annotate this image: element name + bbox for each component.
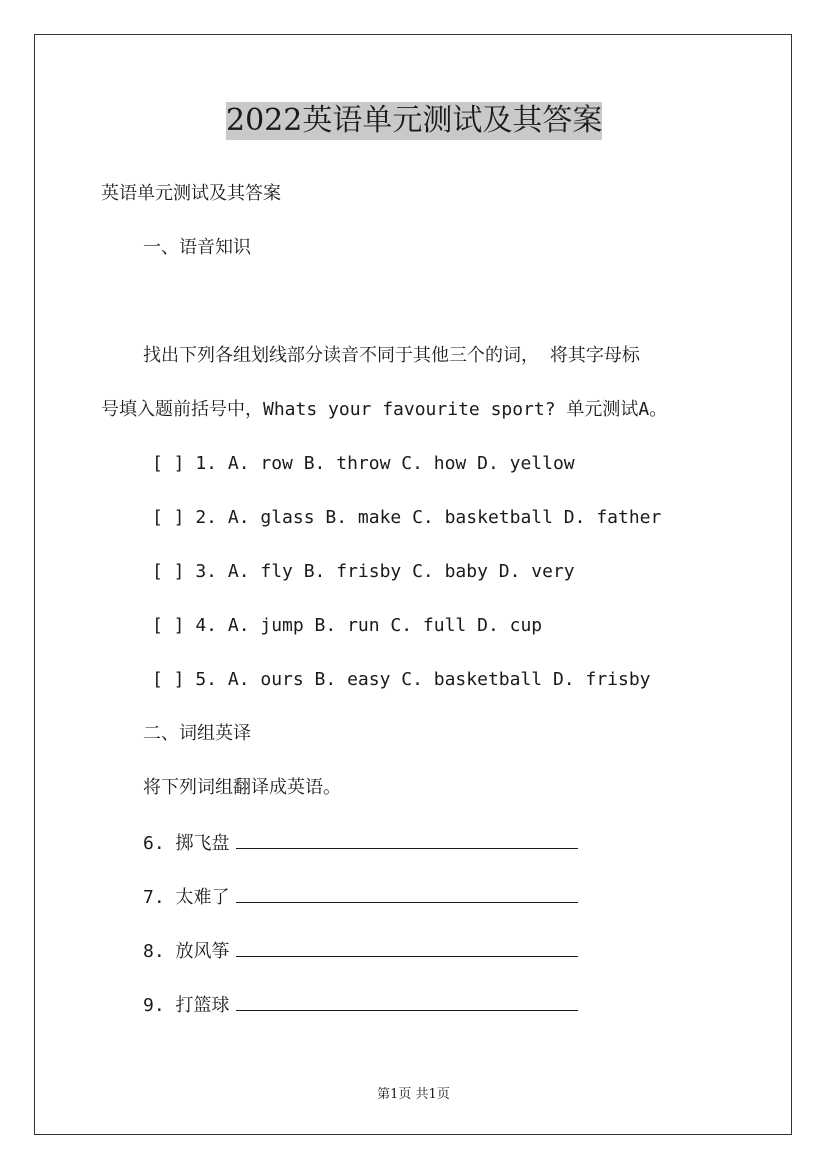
document-subtitle: 英语单元测试及其答案 [101, 183, 281, 204]
section-heading-phonetics: 一、语音知识 [143, 237, 251, 258]
page-footer: 第1页 共1页 [377, 1087, 450, 1102]
phrase-item [143, 938, 578, 964]
section-heading-translation: 二、词组英译 [143, 723, 251, 744]
answer-blank [236, 884, 578, 903]
instruction-line-1: 找出下列各组划线部分读音不同于其他三个的词， 将其字母标 [143, 345, 640, 366]
question-item: [ ] 1. A. row B. throw C. how D. yellow [152, 453, 575, 474]
question-item: [ ] 5. A. ours B. easy C. basketball D. frisby [152, 669, 651, 690]
question-item: [ ] 2. A. glass B. make C. basketball D. father [152, 507, 662, 528]
question-item: [ ] 4. A. jump B. run C. full D. cup [152, 615, 543, 636]
answer-blank [236, 830, 578, 849]
phrase-item [143, 992, 578, 1018]
answer-blank [236, 992, 578, 1011]
phrase-label: 8. 放风筝 [143, 941, 230, 962]
translation-instruction: 将下列词组翻译成英语。 [143, 777, 341, 798]
question-item: [ ] 3. A. fly B. frisby C. baby D. very [152, 561, 575, 582]
instruction-line-2: 号填入题前括号中，Whats your favourite sport? 单元测试A。 [101, 399, 668, 420]
phrase-item [143, 830, 578, 856]
phrase-label: 6. 掷飞盘 [143, 833, 230, 854]
phrase-label: 9. 打篮球 [143, 995, 230, 1016]
phrase-label: 7. 太难了 [143, 887, 230, 908]
phrase-item [143, 884, 578, 910]
document-title: 2022英语单元测试及其答案 [226, 103, 603, 138]
answer-blank [236, 938, 578, 957]
